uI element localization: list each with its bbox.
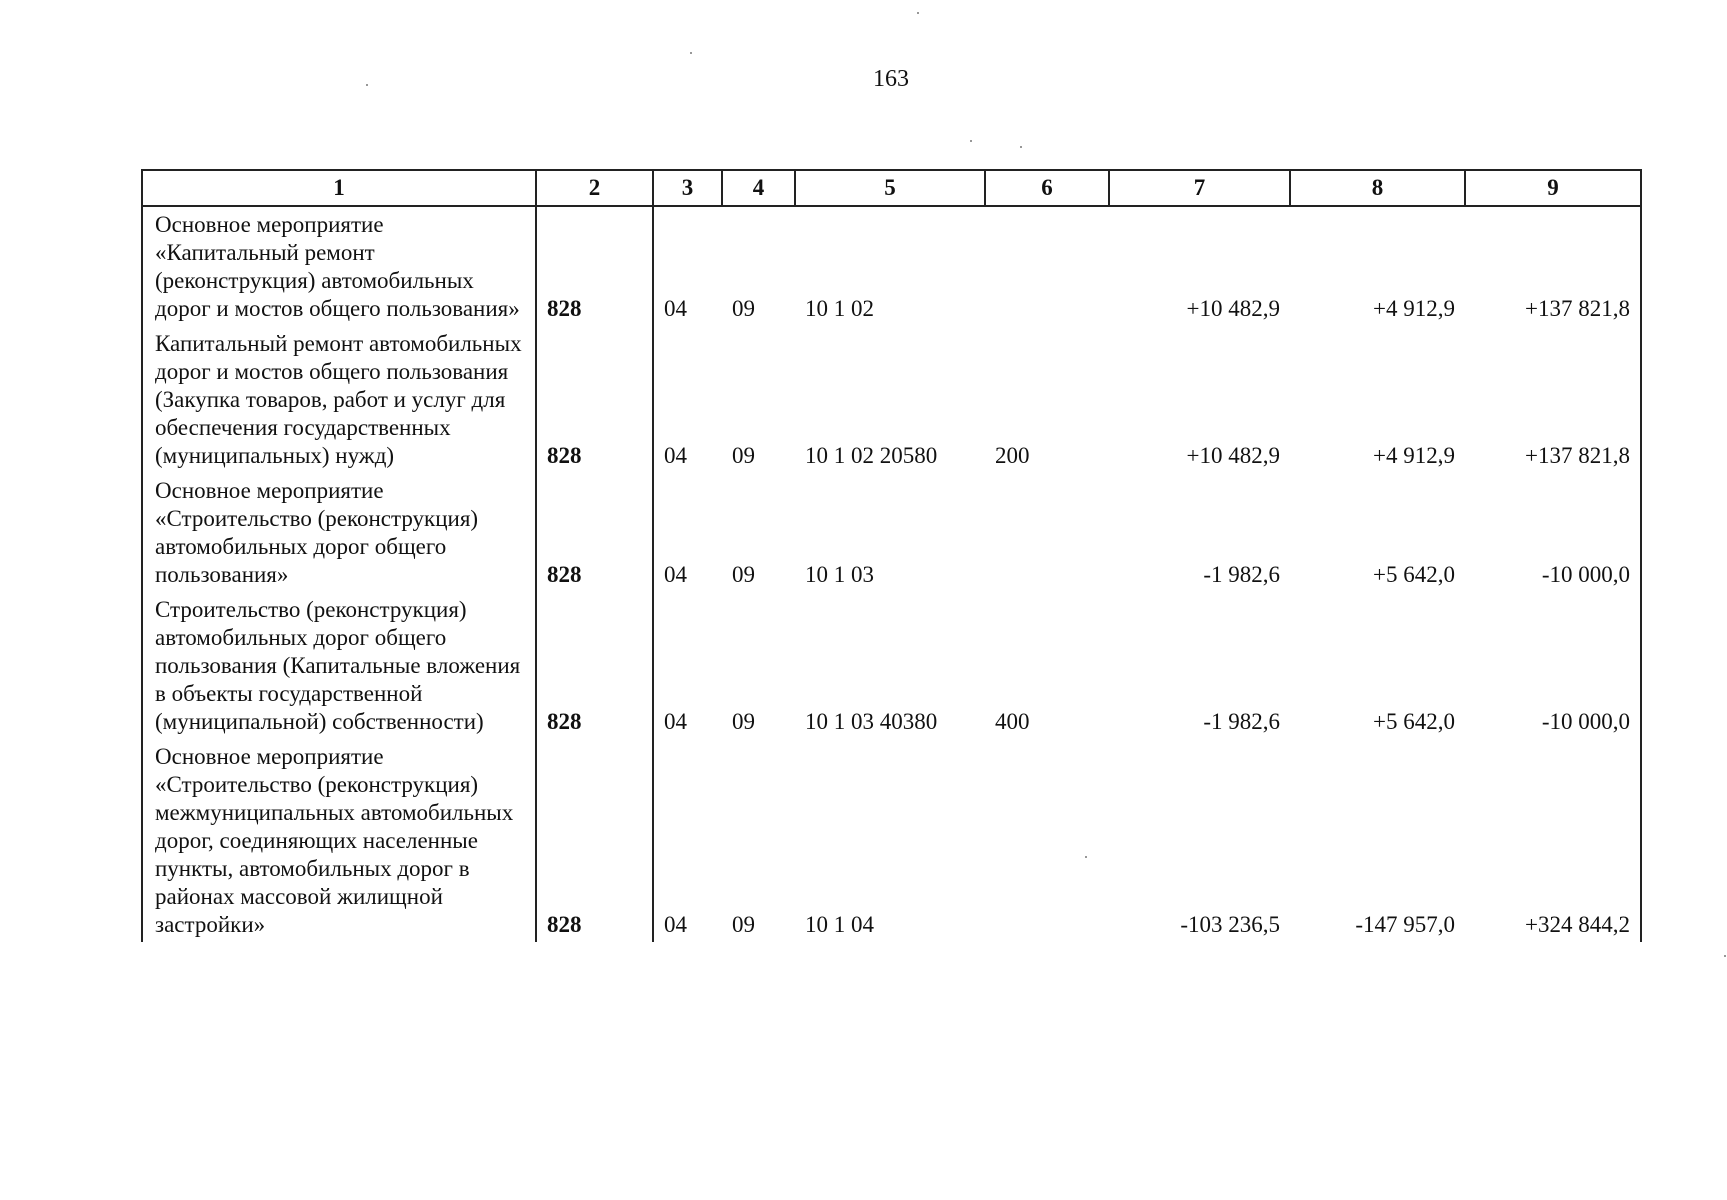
- row-target-article: 10 1 03: [805, 562, 874, 587]
- row-value-7: +10 482,9: [1186, 443, 1280, 468]
- row-section: 04: [664, 912, 687, 937]
- row-target-article: 10 1 02 20580: [805, 443, 938, 468]
- row-name: Основное мероприятие «Строительство (реконструкция) автомобильных дорог общего пользования»: [142, 473, 536, 592]
- row-value-8: +5 642,0: [1373, 709, 1455, 734]
- row-target-article: 10 1 04: [805, 912, 874, 937]
- row-value-9: -10 000,0: [1465, 592, 1641, 739]
- row-value-7: -103 236,5: [1180, 912, 1280, 937]
- row-value-9: +137 821,8: [1465, 206, 1641, 326]
- page-number: 163: [873, 66, 909, 92]
- row-target-article: 10 1 02: [805, 296, 874, 321]
- row-admin-code: 828: [536, 739, 653, 942]
- row-section: 04: [664, 296, 687, 321]
- row-section: 04: [664, 562, 687, 587]
- scan-speck: [1020, 146, 1022, 148]
- row-subsection: 09: [732, 709, 755, 734]
- row-expense-type: [985, 206, 1109, 326]
- row-admin-code: 828: [536, 206, 653, 326]
- table-header: [142, 170, 1641, 206]
- row-admin-code: 828: [536, 326, 653, 473]
- row-value-9: +137 821,8: [1465, 326, 1641, 473]
- table-row: [142, 206, 1641, 326]
- table-row: [142, 326, 1641, 473]
- row-name: Основное мероприятие «Капитальный ремонт (реконструкция) автомобильных дорог и мостов общего пользования»: [142, 206, 536, 326]
- row-section: 04: [664, 709, 687, 734]
- row-expense-type: [985, 739, 1109, 942]
- row-admin-code: 828: [536, 473, 653, 592]
- table-body: [142, 206, 1641, 942]
- row-value-8: +5 642,0: [1373, 562, 1455, 587]
- row-subsection: 09: [732, 562, 755, 587]
- row-value-9: +324 844,2: [1465, 739, 1641, 942]
- scan-speck: [366, 84, 368, 86]
- row-name: Капитальный ремонт автомобильных дорог и мостов общего пользования (Закупка товаров, работ и услуг для обеспечения государственных (муниципальных) нужд): [142, 326, 536, 473]
- scan-speck: [1724, 955, 1726, 957]
- row-value-8: +4 912,9: [1373, 443, 1455, 468]
- header-col-2: 2: [536, 170, 653, 206]
- row-subsection: 09: [732, 912, 755, 937]
- row-section: 04: [664, 443, 687, 468]
- row-subsection: 09: [732, 296, 755, 321]
- row-subsection: 09: [732, 443, 755, 468]
- table-row: [142, 473, 1641, 592]
- header-col-6: 6: [985, 170, 1109, 206]
- header-col-4: 4: [722, 170, 795, 206]
- header-col-1: 1: [142, 170, 536, 206]
- row-name: Основное мероприятие «Строительство (реконструкция) межмуниципальных автомобильных дорог, соединяющих населенные пункты, автомобильных дорог в районах массовой жилищной застройки»: [142, 739, 536, 942]
- header-col-9: 9: [1465, 170, 1641, 206]
- row-target-article: 10 1 03 40380: [805, 709, 938, 734]
- scan-speck: [690, 52, 692, 54]
- table-row: [142, 592, 1641, 739]
- row-name: Строительство (реконструкция) автомобильных дорог общего пользования (Капитальные вложения в объекты государственной (муниципальной) собственности): [142, 592, 536, 739]
- scan-speck: [917, 12, 919, 14]
- row-value-7: +10 482,9: [1186, 296, 1280, 321]
- header-col-5: 5: [795, 170, 985, 206]
- row-value-9: -10 000,0: [1465, 473, 1641, 592]
- header-col-8: 8: [1290, 170, 1465, 206]
- table-row: [142, 739, 1641, 942]
- row-value-8: +4 912,9: [1373, 296, 1455, 321]
- row-value-7: -1 982,6: [1203, 562, 1280, 587]
- row-value-7: -1 982,6: [1203, 709, 1280, 734]
- row-expense-type: 400: [995, 709, 1030, 734]
- row-admin-code: 828: [536, 592, 653, 739]
- scan-speck: [970, 140, 972, 142]
- header-col-3: 3: [653, 170, 722, 206]
- row-expense-type: [985, 473, 1109, 592]
- header-col-7: 7: [1109, 170, 1290, 206]
- budget-table: [141, 169, 1642, 942]
- row-expense-type: 200: [995, 443, 1030, 468]
- row-value-8: -147 957,0: [1355, 912, 1455, 937]
